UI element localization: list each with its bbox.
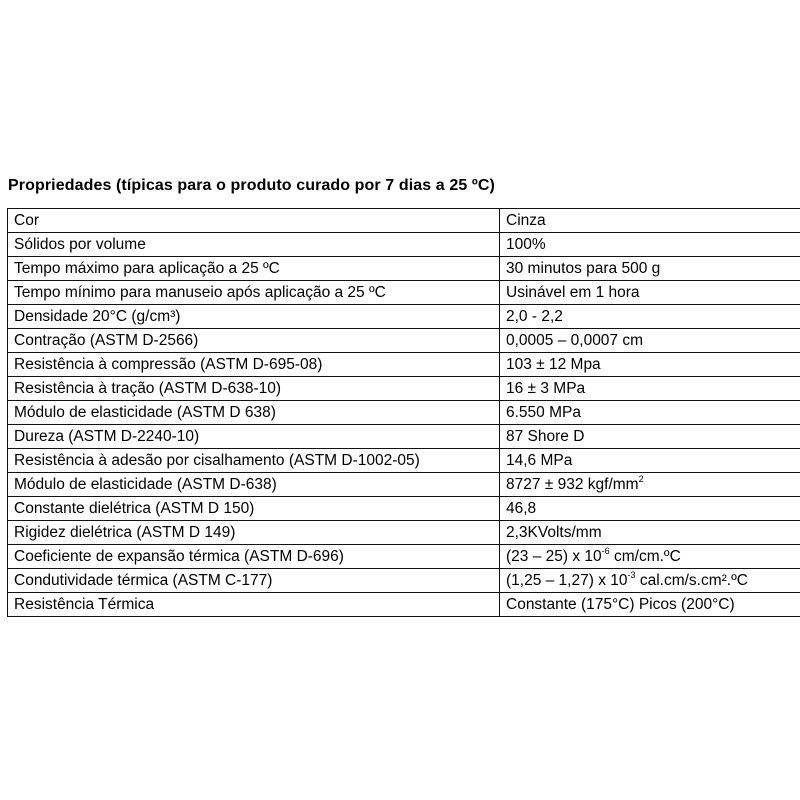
value-cell: Usinável em 1 hora	[500, 281, 800, 305]
table-row	[8, 257, 800, 281]
value-superscript: -6	[601, 545, 610, 556]
property-cell: Tempo máximo para aplicação a 25 ºC	[8, 257, 500, 281]
property-cell: Resistência Térmica	[8, 593, 500, 617]
table-row	[8, 593, 800, 617]
table-row	[8, 377, 800, 401]
property-cell: Condutividade térmica (ASTM C-177)	[8, 569, 500, 593]
property-cell: Densidade 20°C (g/cm³)	[8, 305, 500, 329]
property-cell: Resistência à adesão por cisalhamento (ASTM D-1002-05)	[8, 449, 500, 473]
table-row	[8, 233, 800, 257]
value-cell: 100%	[500, 233, 800, 257]
table-row	[8, 401, 800, 425]
value-cell	[500, 473, 800, 497]
property-cell: Coeficiente de expansão térmica (ASTM D-696)	[8, 545, 500, 569]
value-cell: 30 minutos para 500 g	[500, 257, 800, 281]
value-text: 8727 ± 932 kgf/mm	[506, 476, 639, 493]
property-cell: Módulo de elasticidade (ASTM D 638)	[8, 401, 500, 425]
property-cell: Sólidos por volume	[8, 233, 500, 257]
property-cell: Dureza (ASTM D-2240-10)	[8, 425, 500, 449]
value-cell	[500, 569, 800, 593]
table-row	[8, 425, 800, 449]
properties-table	[7, 208, 800, 617]
value-cell: 0,0005 – 0,0007 cm	[500, 329, 800, 353]
value-cell: 6.550 MPa	[500, 401, 800, 425]
table-row	[8, 497, 800, 521]
table-row	[8, 473, 800, 497]
value-cell: Cinza	[500, 209, 800, 233]
value-cell: 103 ± 12 Mpa	[500, 353, 800, 377]
value-cell: 46,8	[500, 497, 800, 521]
property-cell: Módulo de elasticidade (ASTM D-638)	[8, 473, 500, 497]
property-cell: Resistência à tração (ASTM D-638-10)	[8, 377, 500, 401]
value-cell	[500, 545, 800, 569]
table-row	[8, 209, 800, 233]
value-unit: cm/cm.ºC	[609, 548, 681, 565]
value-cell: 2,0 - 2,2	[500, 305, 800, 329]
value-cell: 16 ± 3 MPa	[500, 377, 800, 401]
value-unit: cal.cm/s.cm².ºC	[635, 572, 748, 589]
value-cell: Constante (175°C) Picos (200°C)	[500, 593, 800, 617]
table-row	[8, 545, 800, 569]
table-row	[8, 521, 800, 545]
table-title: Propriedades (típicas para o produto curado por 7 dias a 25 ºC)	[8, 177, 495, 194]
value-superscript: 2	[638, 473, 644, 484]
table-row	[8, 353, 800, 377]
property-cell: Contração (ASTM D-2566)	[8, 329, 500, 353]
property-cell: Tempo mínimo para manuseio após aplicação a 25 ºC	[8, 281, 500, 305]
value-superscript: -3	[627, 569, 636, 580]
table-row	[8, 569, 800, 593]
property-cell: Resistência à compressão (ASTM D-695-08)	[8, 353, 500, 377]
property-cell: Rigidez dielétrica (ASTM D 149)	[8, 521, 500, 545]
value-cell: 87 Shore D	[500, 425, 800, 449]
property-cell: Cor	[8, 209, 500, 233]
value-cell: 14,6 MPa	[500, 449, 800, 473]
table-row	[8, 449, 800, 473]
value-text: (1,25 – 1,27) x 10	[506, 572, 628, 589]
table-row	[8, 305, 800, 329]
table-row	[8, 329, 800, 353]
value-cell: 2,3KVolts/mm	[500, 521, 800, 545]
table-row	[8, 281, 800, 305]
property-cell: Constante dielétrica (ASTM D 150)	[8, 497, 500, 521]
value-text: (23 – 25) x 10	[506, 548, 602, 565]
